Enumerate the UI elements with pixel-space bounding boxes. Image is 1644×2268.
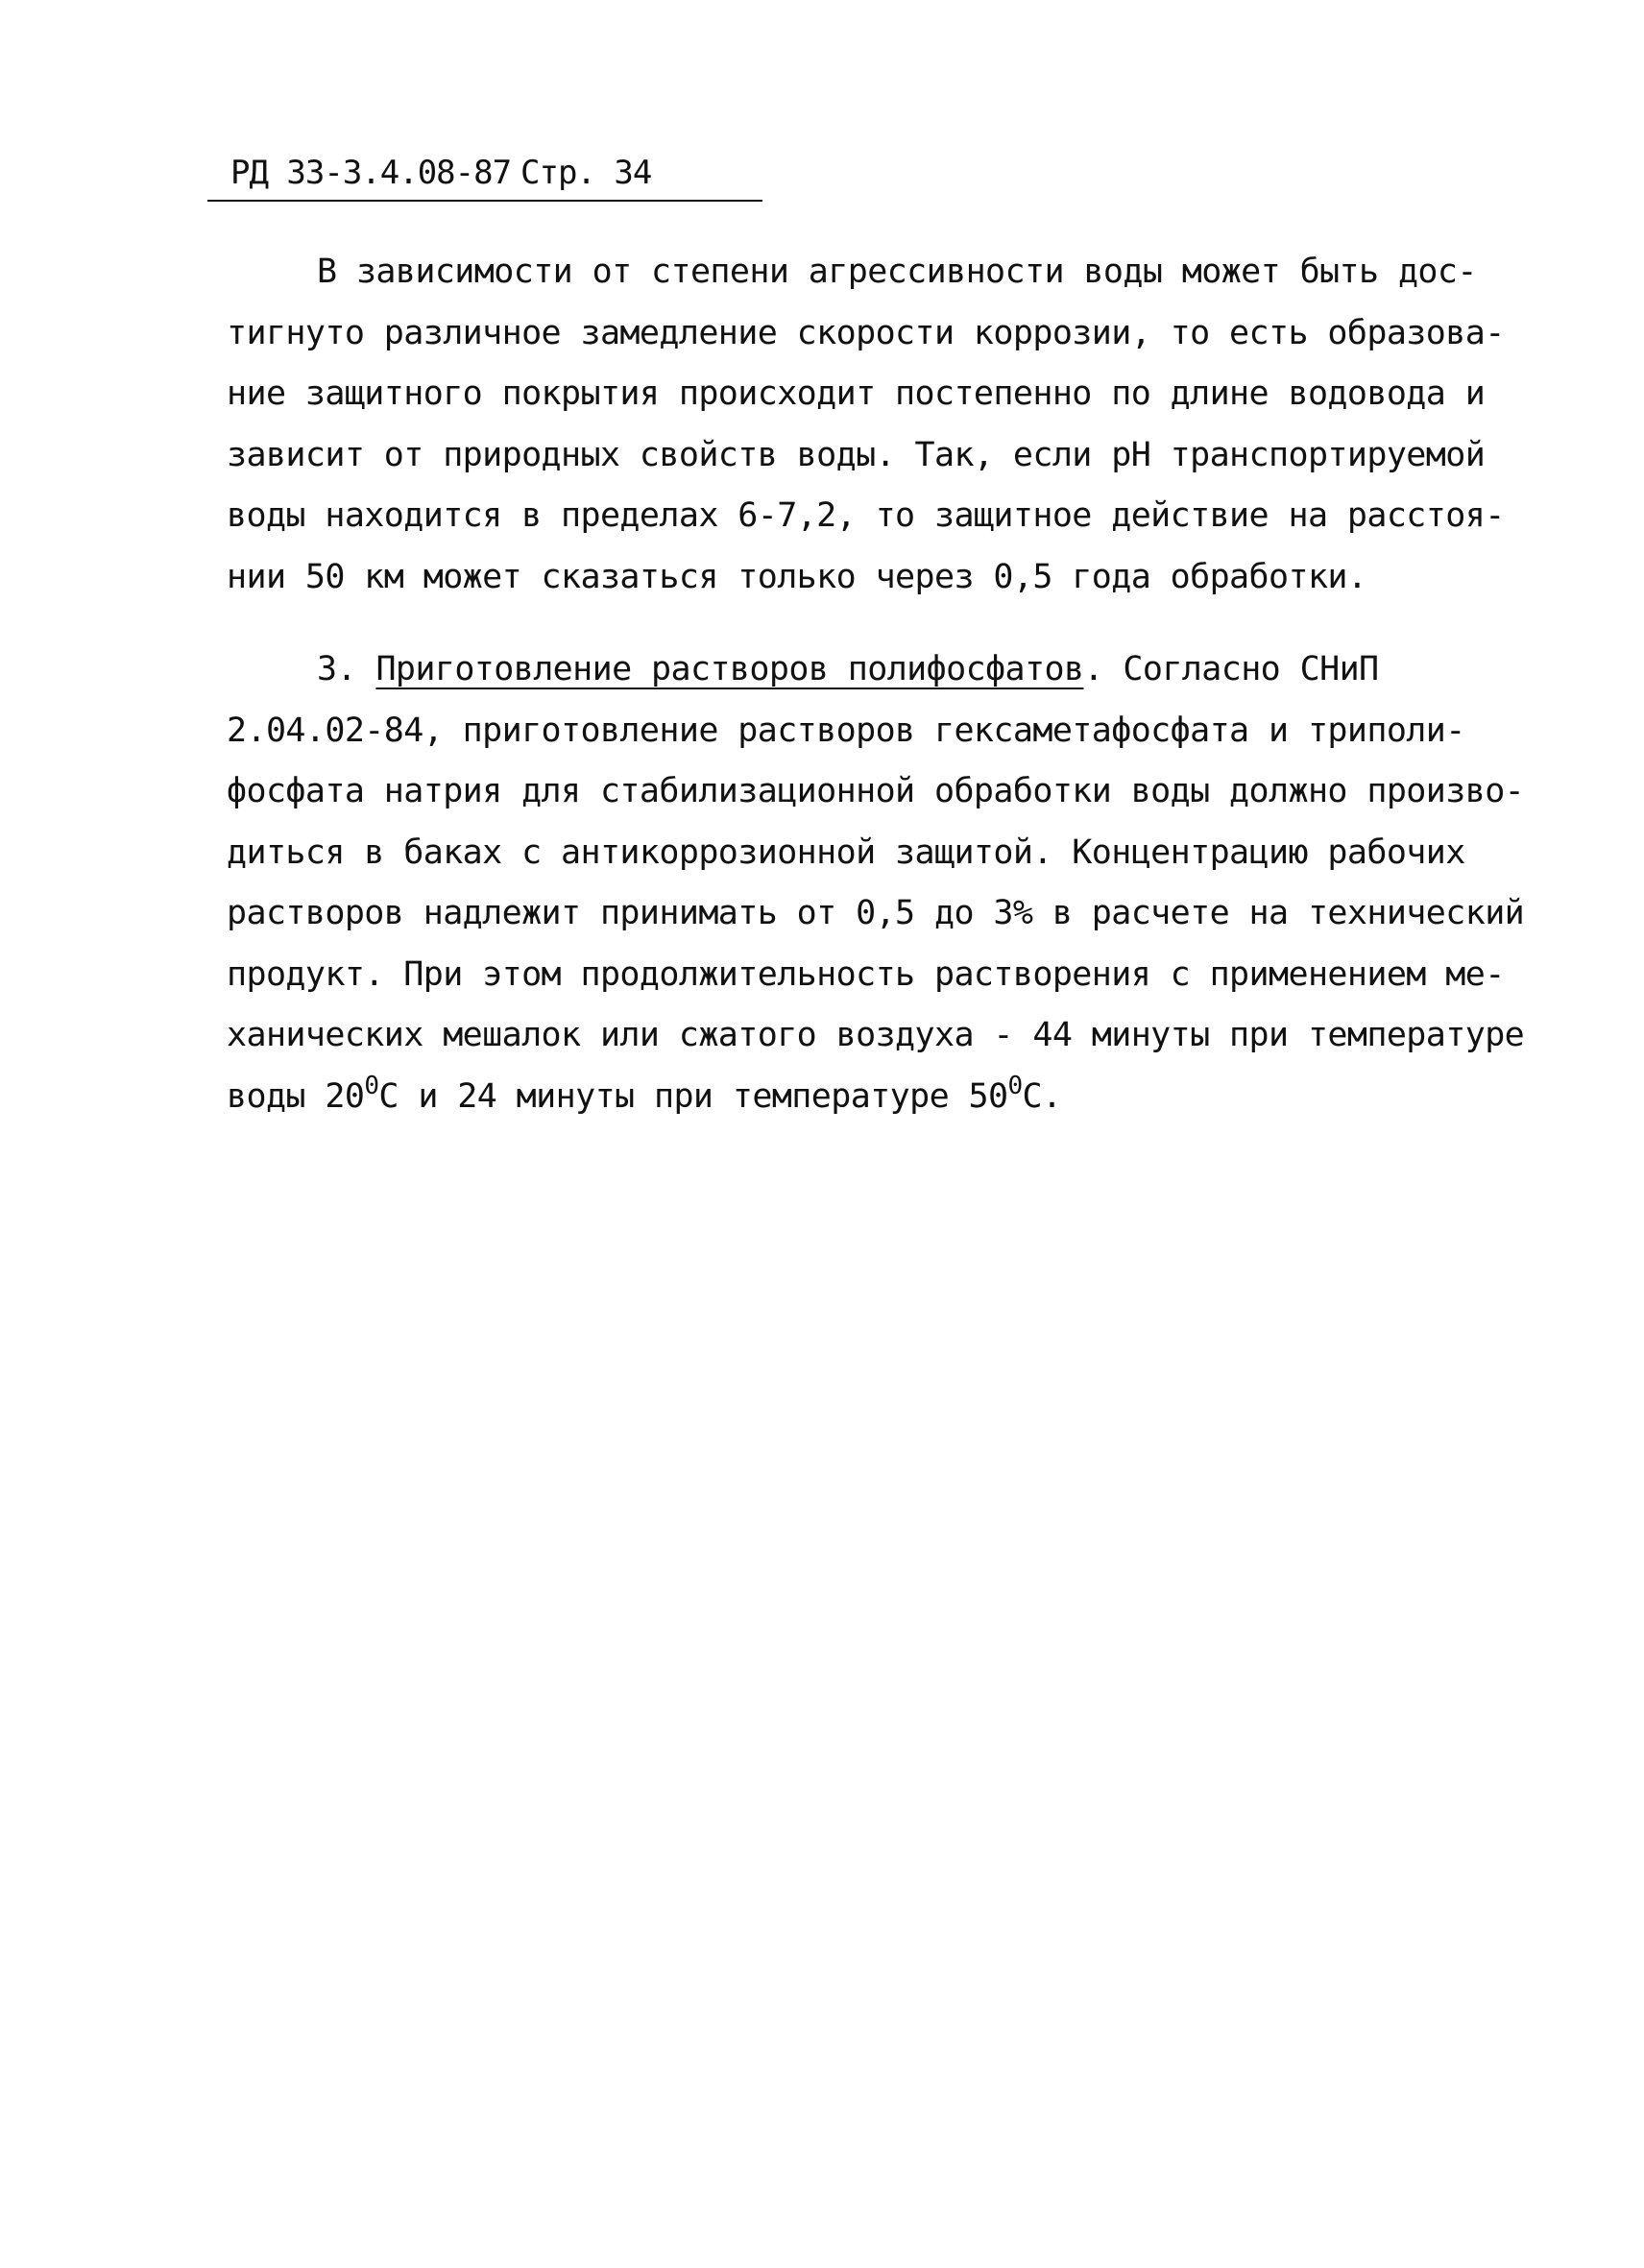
paragraph-line: Согласно СНиП [1102,650,1379,688]
paragraph-line: продукт. При этом продолжительность растворения с применением ме- [227,954,1505,994]
paragraph-line: В зависимости от степени агрессивности воды может быть дос- [317,253,1477,291]
degree-superscript: 0 [1007,1071,1023,1100]
paragraph-line: нии 50 км может сказаться только через 0,5 года обработки. [227,557,1367,596]
page-label: Стр. [520,154,595,192]
paragraph-line: диться в баках с антикоррозионной защитой. Концентрацию рабочих [227,832,1465,872]
paragraph-line: ние защитного покрытия происходит постепенно по длине водовода и [227,374,1486,413]
paragraph-line: растворов надлежит принимать от 0,5 до 3% в расчете на технический [227,894,1525,932]
document-code: РД 33-3.4.08-87 [230,154,512,192]
paragraph-line: фосфата натрия для стабилизационной обработки воды должно произво- [227,772,1525,810]
paragraph-line: ханических мешалок или сжатого воздуха - 44 минуты при температуре [227,1016,1525,1054]
section-number: 3. [317,650,356,688]
page-indicator [520,152,651,194]
degree-superscript: 0 [364,1071,379,1100]
paragraph-line: 2.04.02-84, приготовление растворов гексаметафосфата и триполи- [227,711,1465,750]
section-heading: Приготовление растворов полифосфатов [375,650,1084,688]
document-header [207,152,762,202]
paragraph-corrosion [227,242,1505,608]
paragraph-last-line: воды $20^0С$ и 24 минуты при температуре $50^0С$. [227,1071,1062,1116]
paragraph-line: зависит от природных свойств воды. Так, если pH транспортируемой [227,435,1486,474]
section-3-polyphosphate-solutions [227,639,1525,1127]
paragraph-line: тигнуто различное замедление скорости коррозии, то есть образова- [227,313,1505,352]
page-number: 34 [614,154,652,192]
section-heading-line: 3. Приготовление растворов полифосфатов. Согласно СНиП [317,650,1379,688]
paragraph-line: воды находится в пределах 6-7,2, то защитное действие на расстоя- [227,496,1505,535]
